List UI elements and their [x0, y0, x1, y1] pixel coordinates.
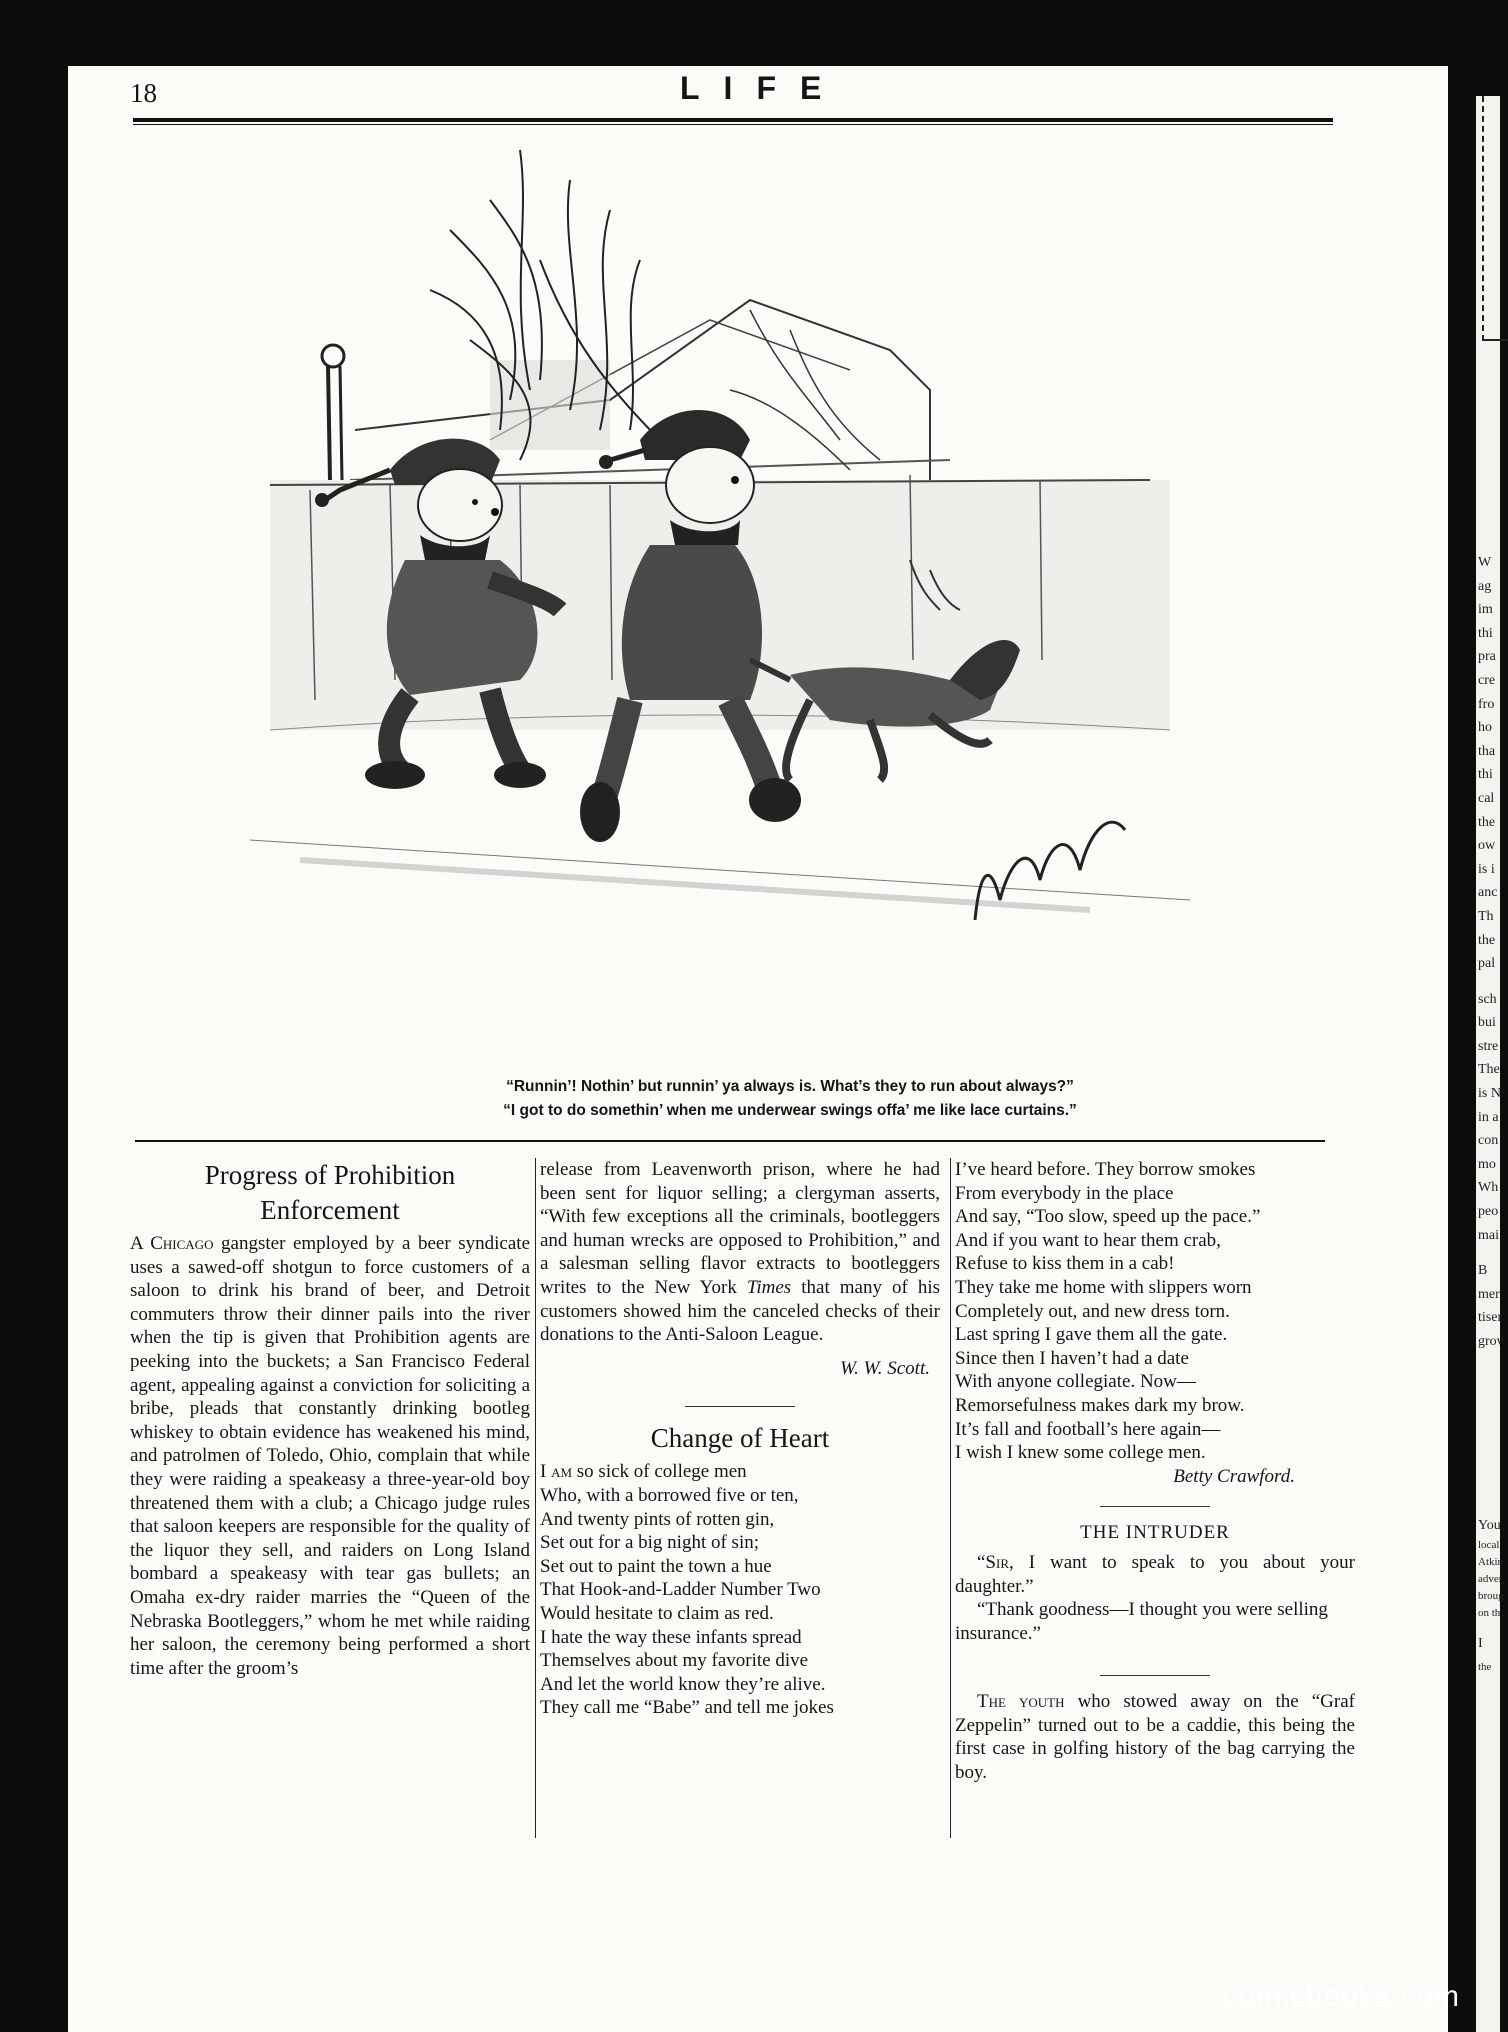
article-column-1: [130, 1158, 530, 1680]
joke-line: “Sir, I want to speak to you about your daughter.”: [955, 1551, 1355, 1597]
article-body: [130, 1232, 530, 1680]
lead-word: A Chicago: [130, 1233, 214, 1254]
article-body-continued: release from Leavenworth prison, where he had been sent for liquor selling; a clergyman asserts, “With few exceptions all the criminals, bootleggers and human wrecks are opposed to Prohibition,” and a salesman selling flavor extracts to bootleggers writes to the New York Times that many of his customers showed him the canceled checks of their donations to the Anti-Saloon League.: [540, 1159, 941, 1346]
caption-line: “Runnin’! Nothin’ but runnin’ ya always is. What’s they to run about always?”: [506, 1078, 1074, 1095]
header-rule-thin: [133, 124, 1333, 125]
column-divider: [535, 1158, 536, 1838]
article-author: W. W. Scott.: [840, 1357, 930, 1379]
section-rule: [135, 1140, 1325, 1142]
cartoon-illustration: [190, 140, 1390, 1070]
zeppelin-item: The youth who stowed away on the “Graf Zeppelin” turned out to be a caddie, this being the first case in golfing history of the bag carrying the boy.: [955, 1691, 1355, 1784]
cartoon-caption: [200, 1075, 1380, 1123]
adjacent-page-sliver: [1476, 96, 1504, 2032]
poem-body-continued: I’ve heard before. They borrow smokes From everybody in the place And say, “Too slow, speed up the pace.” And if you want to hear them crab, Refuse to kiss them in a cab! They take me home with slippers worn Completely out, and new dress torn. Last spring I gave them all the gate. Since then I haven’t had a date With anyone collegiate. Now— Remorsefulness makes dark my brow. It’s fall and football’s here again— I wish I knew some college men.: [955, 1159, 1261, 1464]
watermark: comicbooks.com: [1222, 1980, 1460, 2013]
joke-line: “Thank goodness—I thought you were selling insurance.”: [955, 1599, 1328, 1644]
joke-title: THE INTRUDER: [1080, 1522, 1230, 1544]
poem-body: I am so sick of college men Who, with a borrowed five or ten, And twenty pints of rotten gin, Set out for a big night of sin; Set out to paint the town a hue That Hook-and-Ladder Number Two Would hesitate to claim as red. I hate the way these infants spread Themselves about my favorite dive And let the world know they’re alive. They call me “Babe” and tell me jokes: [540, 1461, 834, 1719]
article-title: Progress of Prohibition Enforcement: [204, 1160, 456, 1225]
caption-line: “I got to do somethin’ when me underwear swings offa’ me like lace curtains.”: [503, 1102, 1077, 1119]
article-column-2: [540, 1158, 940, 1720]
adjacent-page-box: [1482, 96, 1508, 341]
poem-author: Betty Crawford.: [1173, 1465, 1295, 1487]
adjacent-text-fragments: W ag im thi pra cre fro ho tha thi cal the ow is i anc Th the pal sch bui stre The is N in a con mo Wh peo mai B mer tiser grov You local Atkin adver broug on th I the: [1478, 555, 1504, 1673]
article-column-3: [955, 1158, 1355, 1785]
poem-title: Change of Heart: [650, 1423, 830, 1454]
divider: [685, 1406, 795, 1407]
divider: [1100, 1506, 1210, 1507]
column-divider: [950, 1158, 951, 1838]
lead-word: I am: [540, 1461, 573, 1483]
article-text: gangster employed by a beer syndicate uses a sawed-off shotgun to force customers of a saloon to drink his brand of beer, and Detroit commuters throw their dinner pails into the river when the tip is given that Prohibition agents are peeking into the buckets; a San Francisco Federal agent, appealing against a conviction for soliciting a bribe, pleads that constantly drinking bootleg whiskey to obtain evidence has weakened his mind, and patrolmen of Toledo, Ohio, complain that while they were raiding a speakeasy a three-year-old boy threatened them with a club; a Chicago judge rules that saloon keepers are responsible for the quality of the liquor they sell, and raiders on Long Island bombard a speakeasy with tear gas bullets; an Omaha ex-dry raider marries the “Queen of the Nebraska Bootleggers,” whom he met while raiding her saloon, the ceremony being performed a short time after the groom’s: [130, 1233, 531, 1679]
page-number: 18: [130, 78, 157, 108]
header-rule: [133, 118, 1333, 122]
magazine-title: LIFE: [680, 70, 846, 106]
divider: [1100, 1675, 1210, 1676]
